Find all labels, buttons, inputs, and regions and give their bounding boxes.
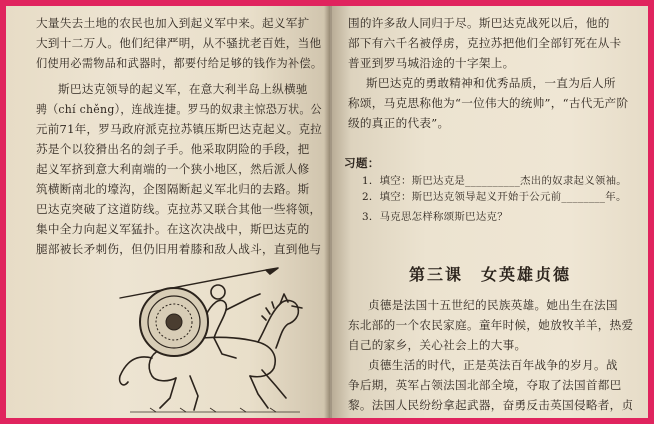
text-line: 斯巴达克的勇敢精神和优秀品质，一直为后人所 — [366, 76, 616, 90]
text-line: 大到十二万人。他们纪律严明，从不骚扰老百姓，当他 — [36, 36, 322, 50]
text-line: 称颂，马克思称他为“一位伟大的统帅”，“古代无产阶 — [348, 96, 629, 110]
text-line: 普亚到罗马城沿途的十字架上。 — [348, 56, 515, 70]
text-line: 部下有六千名被俘虏，克拉苏把他们全部钉死在从卡 — [348, 36, 622, 50]
warrior-on-horse-illustration — [90, 258, 310, 416]
text-line: 集中全力向起义军猛扑。在这次决战中，斯巴达克的 — [36, 222, 310, 236]
exercise-heading: 习题： — [344, 156, 380, 170]
text-line: 大量失去土地的农民也加入到起义军中来。起义军扩 — [36, 16, 310, 30]
exercise-item: 3．马克思怎样称颂斯巴达克？ — [362, 211, 508, 223]
text-line: 腿部被长矛刺伤，但仍旧用着膝和敌人战斗，直到他与 — [36, 242, 322, 256]
round-shield — [140, 288, 208, 356]
text-line: 苏是个以狡猾出名的刽子手。他采取阴险的手段，把 — [36, 142, 310, 156]
text-line: 贞德生活的时代，正是英法百年战争的岁月。战 — [368, 358, 618, 372]
exercise-item: 2．填空：斯巴达克领导起义开始于公元前________年。 — [362, 191, 627, 203]
lesson-title: 第三课 女英雄贞德 — [408, 265, 571, 284]
text-line: 元前71年，罗马政府派克拉苏镇压斯巴达克起义。克拉 — [36, 122, 323, 136]
text-line: 自己的家乡，关心社会上的大事。 — [348, 338, 527, 352]
text-line: 争后期，英军占领法国北部全境，夺取了法国首都巴 — [348, 378, 622, 392]
right-page — [332, 6, 648, 418]
exercise-item: 1．填空：斯巴达克是__________杰出的奴隶起义领袖。 — [362, 175, 627, 187]
text-line: 东北部的一个农民家庭。童年时候，她放牧羊羊，热爱 — [348, 318, 634, 332]
text-line: 级的真正的代表”。 — [348, 116, 450, 130]
text-line: 围的许多敌人同归于尽。斯巴达克战死以后，他的 — [348, 16, 610, 30]
left-page — [6, 6, 330, 418]
text-line: 起义军挤到意大利南端的一个狭小地区，然后派人修 — [36, 162, 310, 176]
text-line: 黎。法国人民纷纷拿起武器，奋勇反击英国侵略者，贞 — [348, 398, 634, 412]
text-line: 斯巴达克领导的起义军，在意大利半岛上纵横驰 — [58, 82, 308, 96]
text-line: 巴达克突破了这道防线。克拉苏又联合其他一些将领， — [36, 202, 322, 216]
text-line: 筑横断南北的壕沟，企图隔断起义军北归的去路。斯 — [36, 182, 310, 196]
text-line: 骋（chí chěng），连战连捷。罗马的奴隶主惊恐万状。公 — [36, 102, 322, 116]
text-line: 贞德是法国十五世纪的民族英雄。她出生在法国 — [368, 298, 618, 312]
text-line: 们使用必需物品和武器时，都要付给足够的钱作为补偿。 — [36, 56, 323, 70]
